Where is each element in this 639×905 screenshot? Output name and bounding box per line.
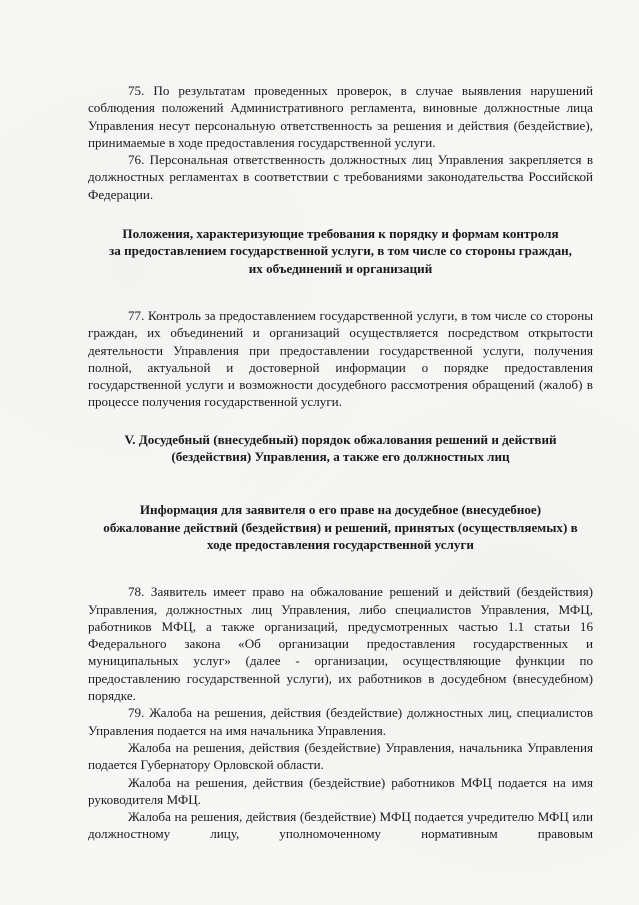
paragraph-78: 78. Заявитель имеет право на обжалование решений и действий (бездействия) Управления, должностных лиц Управления, либо специалистов Управления, МФЦ, работников МФЦ, а также организаций, предусмотренных частью 1.1 статьи 16 Федерального закона «Об организации предоставления государственных и муниципальных услуг» (далее - организации, осуществляющие функции по предоставлению государственной услуги), их работников в досудебном (внесудебном) порядке. [88, 584, 593, 704]
paragraph-79-mfc-founder: Жалоба на решения, действия (бездействие) МФЦ подается учредителю МФЦ или должностному лицу, уполномоченному нормативным правовым [88, 809, 593, 842]
heading-applicant-info: Информация для заявителя о его праве на досудебное (внесудебное) обжалование действий (бездействия) и решений, принятых (осуществляемых) в ходе предоставления государственной услуги [103, 502, 578, 552]
spacer [88, 553, 593, 583]
heading-section-5: V. Досудебный (внесудебный) порядок обжалования решений и действий (бездействия) Управления, а также его должностных лиц [124, 431, 557, 465]
spacer [88, 465, 593, 501]
paragraph-76: 76. Персональная ответственность должностных лиц Управления закрепляется в должностных регламентах в соответствии с требованиями законодательства Российской Федерации. [88, 152, 593, 202]
spacer [88, 277, 593, 307]
paragraph-79-mfc-workers: Жалоба на решения, действия (бездействие) работников МФЦ подается на имя руководителя МФЦ. [88, 774, 593, 807]
paragraph-75: 75. По результатам проведенных проверок, в случае выявления нарушений соблюдения положений Административного регламента, виновные должностные лица Управления несут персональную ответственность за решения и действия (бездействие), принимаемые в ходе предоставления государственной услуги. [88, 83, 593, 150]
paragraph-77: 77. Контроль за предоставлением государственной услуги, в том числе со стороны граждан, их объединений и организаций осуществляется посредством открытости деятельности Управления при предоставлении государственной услуги, получения полной, актуальной и достоверной информации о порядке предоставления государственной услуги и возможности досудебного рассмотрения обращений (жалоб) в процессе получения государственной услуги. [88, 307, 593, 410]
paragraph-79: 79. Жалоба на решения, действия (бездействие) должностных лиц, специалистов Управления подается на имя начальника Управления. [88, 705, 593, 738]
spacer [88, 411, 593, 431]
heading-control: Положения, характеризующие требования к порядку и формам контроля за предоставлением государственной услуги, в том числе со стороны граждан, их объединений и организаций [109, 226, 572, 276]
paragraph-79-governor: Жалоба на решения, действия (бездействие) Управления, начальника Управления подается Губернатору Орловской области. [88, 739, 593, 773]
spacer [88, 203, 593, 225]
